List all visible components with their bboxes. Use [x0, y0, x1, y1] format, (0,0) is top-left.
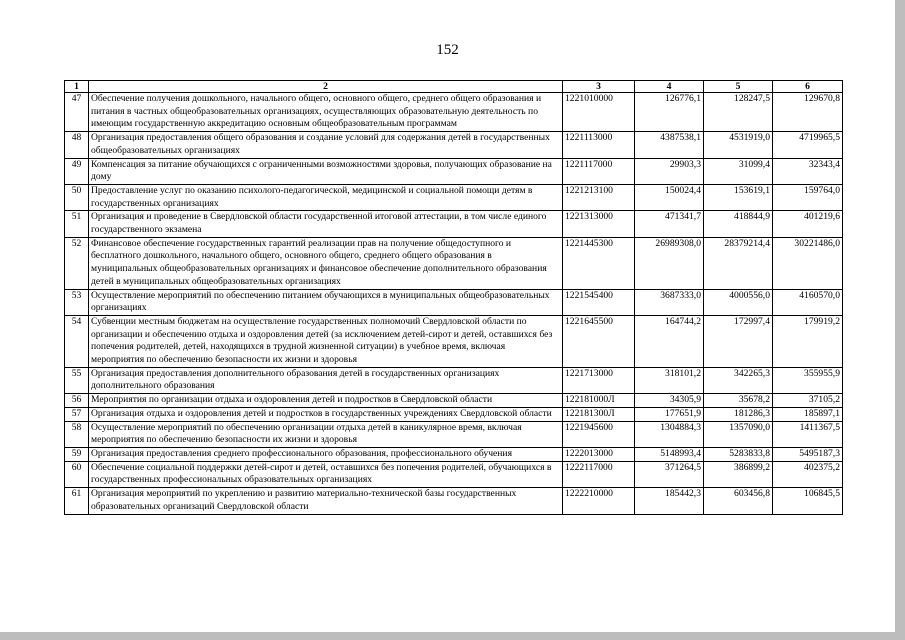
row-code: 1222210000 — [563, 488, 635, 514]
row-name: Компенсация за питание обучающихся с ограниченными возможностями здоровья, получающих образование на дому — [89, 158, 563, 184]
value-col-5: 386899,2 — [704, 461, 773, 487]
row-code: 1221313000 — [563, 211, 635, 237]
value-col-4: 471341,7 — [635, 211, 704, 237]
value-col-5: 31099,4 — [704, 158, 773, 184]
row-number: 58 — [65, 421, 89, 447]
table-row — [65, 132, 843, 158]
row-code: 1221945600 — [563, 421, 635, 447]
row-name: Мероприятия по организации отдыха и оздоровления детей и подростков в Свердловской области — [89, 394, 563, 408]
page-number: 152 — [436, 42, 459, 58]
value-col-6: 179919,2 — [773, 315, 843, 367]
value-col-5: 128247,5 — [704, 93, 773, 132]
value-col-5: 342265,3 — [704, 367, 773, 393]
row-code: 1222013000 — [563, 447, 635, 461]
row-name: Организация предоставления среднего профессионального образования, профессионального обучения — [89, 447, 563, 461]
row-name: Организация предоставления общего образования и создание условий для содержания детей в государственных общеобразовательных организациях — [89, 132, 563, 158]
row-number: 51 — [65, 211, 89, 237]
value-col-6: 402375,2 — [773, 461, 843, 487]
value-col-5: 5283833,8 — [704, 447, 773, 461]
value-col-4: 150024,4 — [635, 184, 704, 210]
value-col-6: 30221486,0 — [773, 237, 843, 289]
value-col-4: 185442,3 — [635, 488, 704, 514]
row-code: 122181000Л — [563, 394, 635, 408]
table-row — [65, 184, 843, 210]
value-col-5: 181286,3 — [704, 407, 773, 421]
row-number: 50 — [65, 184, 89, 210]
row-number: 49 — [65, 158, 89, 184]
value-col-6: 106845,5 — [773, 488, 843, 514]
value-col-5: 418844,9 — [704, 211, 773, 237]
row-number: 60 — [65, 461, 89, 487]
budget-table — [64, 80, 843, 515]
table-body — [65, 93, 843, 515]
row-name: Организация и проведение в Свердловской области государственной итоговой аттестации, в том числе единого государственного экзамена — [89, 211, 563, 237]
table-row — [65, 211, 843, 237]
value-col-4: 29903,3 — [635, 158, 704, 184]
row-number: 55 — [65, 367, 89, 393]
column-header: 2 — [89, 81, 563, 93]
value-col-6: 5495187,3 — [773, 447, 843, 461]
value-col-6: 32343,4 — [773, 158, 843, 184]
row-code: 1221113000 — [563, 132, 635, 158]
value-col-4: 5148993,4 — [635, 447, 704, 461]
value-col-4: 371264,5 — [635, 461, 704, 487]
row-code: 1221010000 — [563, 93, 635, 132]
value-col-5: 4000556,0 — [704, 289, 773, 315]
column-header: 3 — [563, 81, 635, 93]
row-name: Организация отдыха и оздоровления детей и подростков в государственных учреждениях Свердловской области — [89, 407, 563, 421]
column-header: 1 — [65, 81, 89, 93]
value-col-5: 1357090,0 — [704, 421, 773, 447]
row-code: 1221545400 — [563, 289, 635, 315]
row-number: 48 — [65, 132, 89, 158]
value-col-4: 318101,2 — [635, 367, 704, 393]
row-name: Финансовое обеспечение государственных гарантий реализации прав на получение общедоступного и бесплатного дошкольного, начального общего, основного общего, среднего общего образования в муниципальных общеобразовательных организациях и финансовое обеспечение дополнительного образования детей в муниципальных общеобразовательных организациях — [89, 237, 563, 289]
table-row — [65, 289, 843, 315]
value-col-6: 1411367,5 — [773, 421, 843, 447]
row-name: Осуществление мероприятий по обеспечению организации отдыха детей в каникулярное время, включая мероприятия по обеспечению безопасности их жизни и здоровья — [89, 421, 563, 447]
table-row — [65, 315, 843, 367]
value-col-6: 4719965,5 — [773, 132, 843, 158]
value-col-6: 159764,0 — [773, 184, 843, 210]
value-col-6: 401219,6 — [773, 211, 843, 237]
row-code: 1221117000 — [563, 158, 635, 184]
value-col-6: 355955,9 — [773, 367, 843, 393]
value-col-6: 185897,1 — [773, 407, 843, 421]
value-col-4: 3687333,0 — [635, 289, 704, 315]
row-number: 53 — [65, 289, 89, 315]
value-col-5: 35678,2 — [704, 394, 773, 408]
table-header-row — [65, 81, 843, 93]
row-name: Субвенции местным бюджетам на осуществление государственных полномочий Свердловской области по организации и обеспечению отдыха и оздоровления детей (за исключением детей-сирот и детей, оставшихся без попечения родителей, детей, находящихся в трудной жизненной ситуации) в учебное время, включая мероприятия по обеспечению безопасности их жизни и здоровья — [89, 315, 563, 367]
row-name: Обеспечение получения дошкольного, начального общего, основного общего, среднего общего образования и питания в частных общеобразовательных организациях, осуществляющих образовательную деятельность по имеющим государственную аккредитацию основным общеобразовательным программам — [89, 93, 563, 132]
table-row — [65, 367, 843, 393]
row-name: Организация предоставления дополнительного образования детей в государственных организациях дополнительного образования — [89, 367, 563, 393]
column-header: 6 — [773, 81, 843, 93]
row-code: 1221213100 — [563, 184, 635, 210]
value-col-4: 126776,1 — [635, 93, 704, 132]
value-col-5: 172997,4 — [704, 315, 773, 367]
row-code: 122181300Л — [563, 407, 635, 421]
table-row — [65, 237, 843, 289]
row-code: 1222117000 — [563, 461, 635, 487]
table-row — [65, 93, 843, 132]
column-header: 4 — [635, 81, 704, 93]
row-code: 1221445300 — [563, 237, 635, 289]
table-row — [65, 447, 843, 461]
row-number: 56 — [65, 394, 89, 408]
row-number: 57 — [65, 407, 89, 421]
table-row — [65, 394, 843, 408]
value-col-4: 1304884,3 — [635, 421, 704, 447]
row-number: 47 — [65, 93, 89, 132]
value-col-4: 4387538,1 — [635, 132, 704, 158]
table-row — [65, 158, 843, 184]
value-col-5: 4531919,0 — [704, 132, 773, 158]
column-header: 5 — [704, 81, 773, 93]
row-number: 59 — [65, 447, 89, 461]
row-number: 52 — [65, 237, 89, 289]
value-col-5: 153619,1 — [704, 184, 773, 210]
value-col-6: 37105,2 — [773, 394, 843, 408]
row-name: Организация мероприятий по укреплению и развитию материально-технической базы государственных образовательных организаций Свердловской области — [89, 488, 563, 514]
table-row — [65, 461, 843, 487]
value-col-4: 34305,9 — [635, 394, 704, 408]
value-col-4: 164744,2 — [635, 315, 704, 367]
row-number: 61 — [65, 488, 89, 514]
row-name: Осуществление мероприятий по обеспечению питанием обучающихся в муниципальных общеобразовательных организациях — [89, 289, 563, 315]
row-name: Обеспечение социальной поддержки детей-сирот и детей, оставшихся без попечения родителей, обучающихся в государственных профессиональных образовательных организациях — [89, 461, 563, 487]
table-row — [65, 488, 843, 514]
value-col-6: 129670,8 — [773, 93, 843, 132]
value-col-5: 603456,8 — [704, 488, 773, 514]
value-col-4: 177651,9 — [635, 407, 704, 421]
value-col-6: 4160570,0 — [773, 289, 843, 315]
row-name: Предоставление услуг по оказанию психолого-педагогической, медицинской и социальной помощи детям в государственных организациях — [89, 184, 563, 210]
value-col-5: 28379214,4 — [704, 237, 773, 289]
value-col-4: 26989308,0 — [635, 237, 704, 289]
table-row — [65, 407, 843, 421]
table-row — [65, 421, 843, 447]
row-code: 1221713000 — [563, 367, 635, 393]
row-code: 1221645500 — [563, 315, 635, 367]
row-number: 54 — [65, 315, 89, 367]
